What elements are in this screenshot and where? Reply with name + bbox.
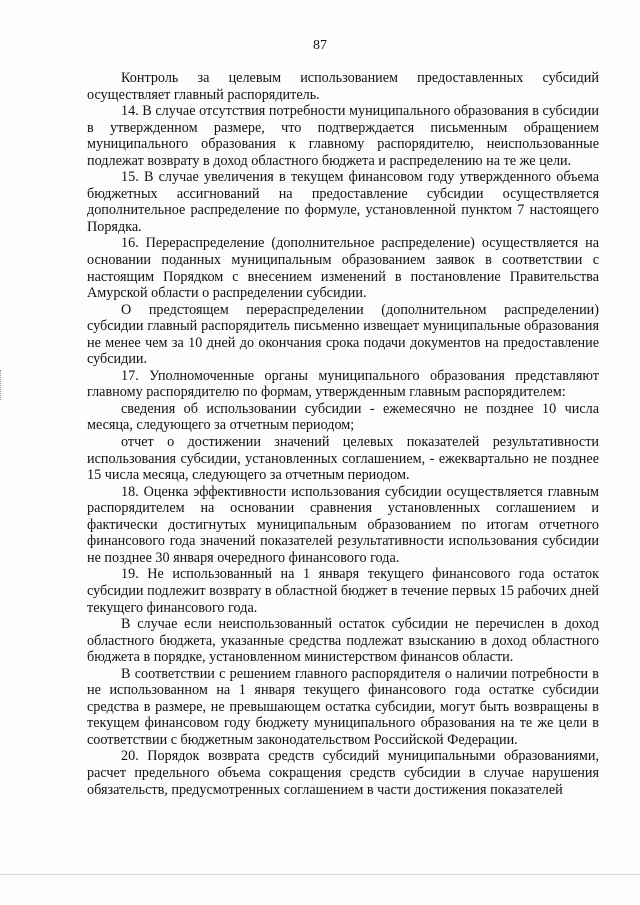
- paragraph: Контроль за целевым использованием предоставленных субсидий осуществляет главный распорядитель.: [87, 70, 599, 103]
- scan-bottom-edge: [0, 874, 640, 875]
- paragraph: 20. Порядок возврата средств субсидий муниципальными образованиями, расчет предельного объема сокращения средств субсидии в случае нарушения обязательств, предусмотренных соглашением в части достижения показателей: [87, 748, 599, 798]
- paragraph: В соответствии с решением главного распорядителя о наличии потребности в не использованном на 1 января текущего финансового года остатке субсидии средства в размере, не превышающем остатка субсидии, могут быть возвращены в текущем финансовом году бюджету муниципального образования на те же цели в соответствии с бюджетным законодательством Российской Федерации.: [87, 665, 599, 748]
- paragraph: 14. В случае отсутствия потребности муниципального образования в субсидии в утвержденном размере, что подтверждается письменным обращением муниципального образования к главному распорядителю, неиспользованные подлежат возврату в доход областного бюджета и распределению на те же цели.: [87, 103, 599, 169]
- paragraph: 16. Перераспределение (дополнительное распределение) осуществляется на основании поданных муниципальным образованием заявок в соответствии с настоящим Порядком с внесением изменений в постановление Правительства Амурской области о распределении субсидии.: [87, 235, 599, 302]
- scan-margin-mark: [0, 370, 3, 400]
- paragraph: отчет о достижении значений целевых показателей результативности использования субсидии, установленных соглашением, - ежеквартально не позднее 15 числа месяца, следующего за отчетным периодом.: [87, 434, 599, 484]
- paragraph: 19. Не использованный на 1 января текущего финансового года остаток субсидии подлежит возврату в областной бюджет в течение первых 15 рабочих дней текущего финансового года.: [87, 566, 599, 616]
- document-body: [87, 70, 599, 798]
- paragraph: В случае если неиспользованный остаток субсидии не перечислен в доход областного бюджета, указанные средства подлежат взысканию в доход областного бюджета в порядке, установленном министерством финансов области.: [87, 616, 599, 666]
- page-number: 87: [313, 38, 327, 53]
- paragraph: 17. Уполномоченные органы муниципального образования представляют главному распорядителю по формам, утвержденным главным распорядителем:: [87, 367, 599, 401]
- paragraph: сведения об использовании субсидии - ежемесячно не позднее 10 числа месяца, следующего за отчетным периодом;: [87, 400, 599, 434]
- paragraph: 15. В случае увеличения в текущем финансовом году утвержденного объема бюджетных ассигнований на предоставление субсидии осуществляется дополнительное распределение по формуле, установленной пунктом 7 настоящего Порядка.: [87, 169, 599, 235]
- paragraph: О предстоящем перераспределении (дополнительном распределении) субсидии главный распорядитель письменно извещает муниципальные образования не менее чем за 10 дней до окончания срока подачи документов на предоставление субсидии.: [87, 301, 599, 368]
- paragraph: 18. Оценка эффективности использования субсидии осуществляется главным распорядителем на основании сравнения установленных соглашением и фактически достигнутых муниципальным образованием по итогам отчетного финансового года значений показателей результативности использования субсидии не позднее 30 января очередного финансового года.: [87, 483, 599, 566]
